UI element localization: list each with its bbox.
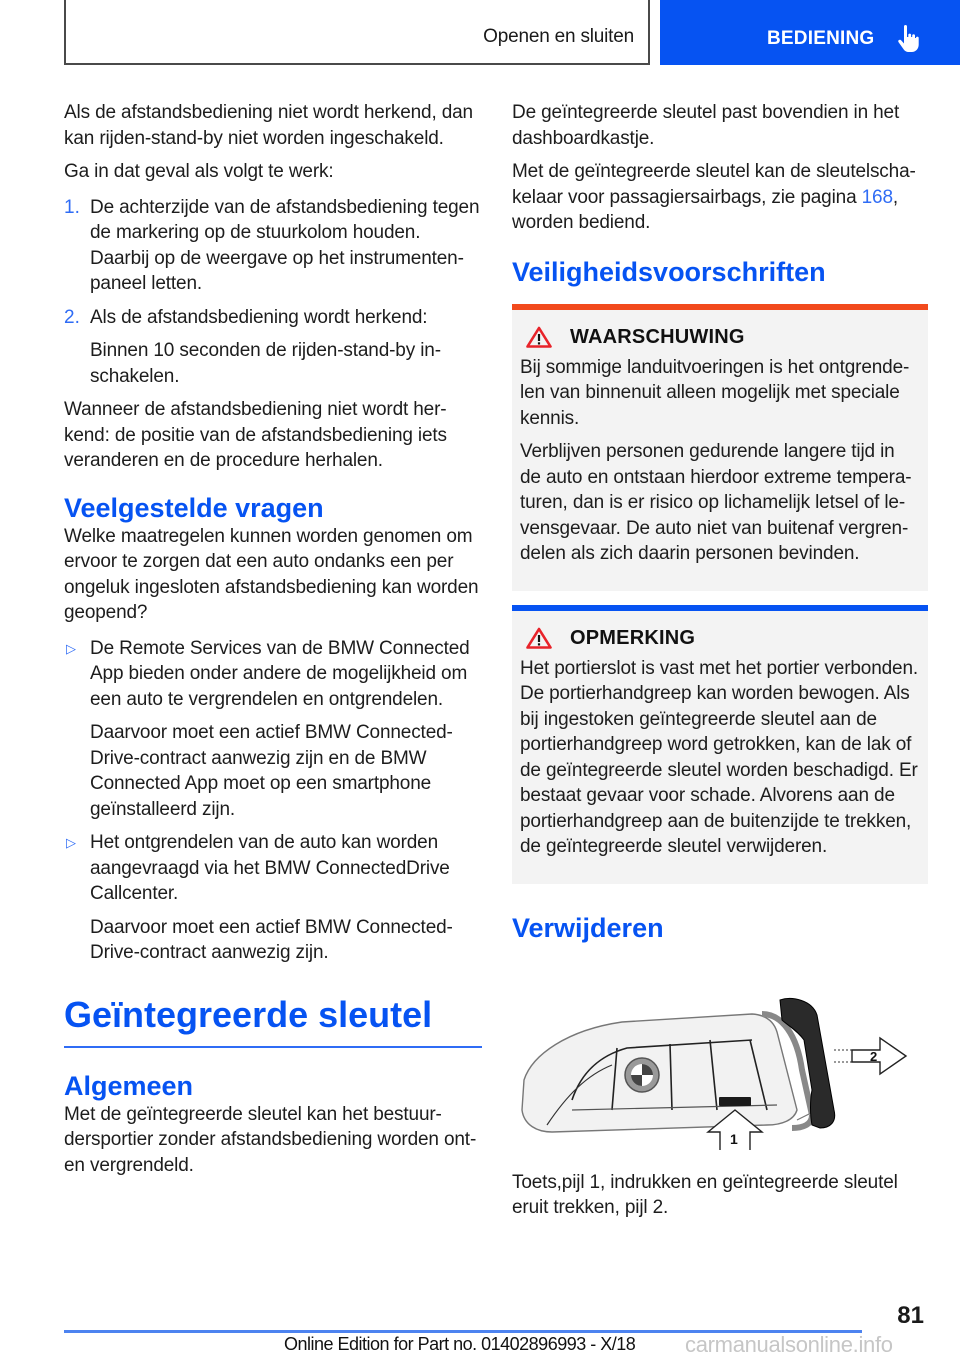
warning-text-2: Verblijven personen gedurende langere tijd in de auto en ontstaan hierdoor extreme temperaturen, dan is er risico op lichamelijk letsel of levensgevaar. De auto niet van buitenaf vergrendelen als zich daarin personen bevinden. [520,441,912,564]
section-divider [64,1046,482,1048]
general-heading: Algemeen [64,1070,194,1101]
step-number: 2. [64,306,80,328]
warning-title: WAARSCHUWING [570,325,745,348]
svg-text:1: 1 [730,1130,738,1147]
bullet-text: Het ontgrendelen van de auto kan worden aangevraagd via het BMW ConnectedDrive Callcenter. [90,832,450,904]
faq-question: Welke maatregelen kunnen worden genomen om ervoor te zorgen dat een auto ondanks een per ongeluk ingesloten afstandsbediening kan worden geopend? [64,525,479,623]
right-column [512,100,928,1229]
notice-box [512,605,928,884]
warning-text-1: Bij sommige landuitvoeringen is het ontgrendelen van binnenuit alleen mogelijk met speciale kennis. [520,356,910,429]
edition-info: Online Edition for Part no. 01402896993 - X/18 [284,1334,636,1354]
notice-title: OPMERKING [570,626,696,649]
figure-caption: Toets,pijl 1, indrukken en geïntegreerde sleutel eruit trekken, pijl 2. [512,1171,898,1218]
step-subtext: Binnen 10 seconden de rijden-stand-by inschakelen. [90,340,442,387]
page-number: 81 [897,1302,924,1329]
airbag-text-start: Met de geïntegreerde sleutel kan de sleutelschakelaar voor passagiersairbags, zie pagina [512,161,916,208]
warning-bar [512,304,928,310]
chapter-label: BEDIENING [767,28,875,49]
bullet-text: De Remote Services van de BMW Connected App bieden onder andere de mogelijkheid om een auto te vergrendelen en ontgrendelen. [90,637,470,710]
section-heading: Geïntegreerde sleutel [64,993,433,1035]
step-1 [64,195,482,297]
pointing-hand-icon [896,25,922,53]
step-number: 1. [64,196,80,218]
left-column [64,100,482,1186]
safety-heading: Veiligheidsvoorschriften [512,256,826,287]
section-title: Openen en sluiten [483,26,634,47]
page-link-168[interactable]: 168 [861,186,893,208]
glovebox-paragraph: De geïntegreerde sleutel past bovendien in het dashboardkastje. [512,102,900,149]
triangle-bullet-icon: ▷ [66,640,76,656]
notice-text: Het portierslot is vast met het portier verbonden. De portierhandgreep kan worden bewogen. Als bij ingestoken geïntegreerde sleutel aan de portierhandgreep word getrokken, kan de lak of de geïntegreerde sleutel worden beschadigd. Er bestaat gevaar voor schade. Alvorens aan de portierhandgreep aan de buitenzijde te trekken, de geïntegreerde sleutel verwijderen. [520,657,919,857]
step-2 [64,305,482,390]
faq-bullet-2 [64,830,482,966]
bullet-subtext: Daarvoor moet een actief BMW ConnectedDrive-contract aanwezig zijn en de BMW Connected App moet op een smartphone geïnstalleerd zijn. [90,722,453,820]
header-section-box [64,0,650,65]
airbag-text-end: , worden bediend. [512,186,899,233]
site-watermark[interactable]: carmanualsonline.info [685,1332,893,1357]
general-paragraph: Met de geïntegreerde sleutel kan het bestuurdersportier zonder afstandsbediening worden ont- en vergrendeld. [64,1103,477,1176]
faq-bullet-1 [64,636,482,823]
svg-text:2: 2 [870,1048,878,1064]
intro-paragraph: Als de afstandsbediening niet wordt herkend, dan kan rijden-stand-by niet worden ingeschakeld. [64,102,473,149]
warning-box [512,304,928,591]
remove-heading: Verwijderen [512,912,664,943]
notice-bar [512,605,928,611]
integrated-key-illustration [512,960,928,1150]
retry-paragraph: Wanneer de afstandsbediening niet wordt herkend: de positie van de afstandsbediening iets veranderen en de procedure herhalen. [64,399,447,471]
step-text: De achterzijde van de afstandsbediening tegen de markering op de stuurkolom houden. Daarbij op de weergave op het instrumentenpaneel letten. [90,196,480,294]
instruction-lead: Ga in dat geval als volgt te werk: [64,161,334,182]
warning-triangle-icon [526,627,552,649]
faq-heading: Veelgestelde vragen [64,492,324,523]
chapter-tab[interactable] [660,0,960,65]
step-text: Als de afstandsbediening wordt herkend: [90,306,428,328]
bullet-subtext: Daarvoor moet een actief BMW ConnectedDrive-contract aanwezig zijn. [90,916,453,963]
warning-triangle-icon [526,326,552,348]
airbag-switch-paragraph [512,159,928,236]
triangle-bullet-icon: ▷ [66,835,76,850]
arrow-2-icon [834,1038,906,1074]
